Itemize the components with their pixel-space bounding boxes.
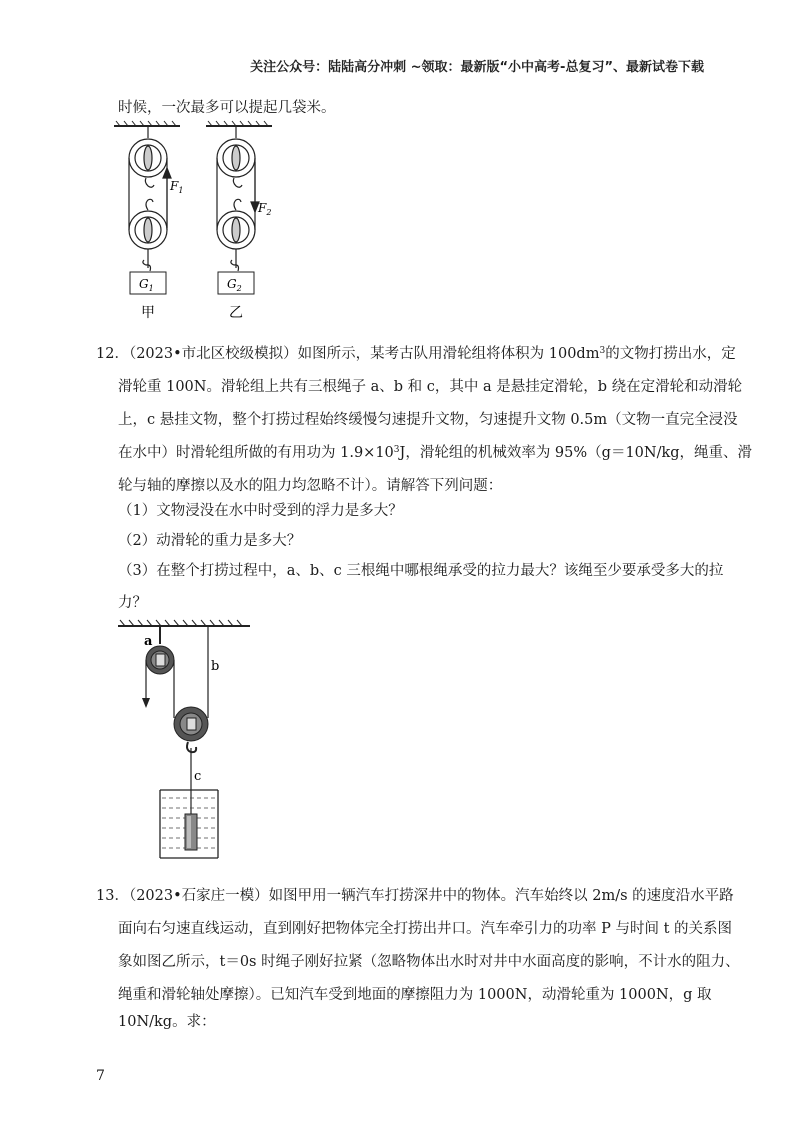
rope-label-a: a: [144, 634, 153, 649]
q12-line1-part-a: 12．（2023•市北区校级模拟）如图所示，某考古队用滑轮组将体积为 100dm: [96, 346, 600, 362]
q12-line1-superscript: 3: [599, 346, 606, 356]
label-g1: $G_1$: [139, 277, 154, 293]
question-12-sub-2: （2）动滑轮的重力是多大？: [118, 533, 302, 549]
question-13-line-5: 10N/kg。求：: [118, 1014, 216, 1030]
caption-right: 乙: [229, 305, 243, 321]
ceiling: [118, 620, 250, 626]
figure-q11-pulley-systems: [108, 118, 308, 324]
ceiling-left: [114, 121, 180, 126]
rope-label-b: b: [211, 659, 220, 674]
question-13-line-1: 13．（2023•石家庄一模）如图甲用一辆汽车打捞深井中的物体。汽车始终以 2m/s 的速度沿水平路: [96, 888, 734, 904]
question-13-line-3: 象如图乙所示，t＝0s 时绳子刚好拉紧（忽略物体出水时对井中水面高度的影响，不计水的阻力、: [118, 954, 740, 970]
pull-arrow: [142, 698, 150, 708]
q12-line4-part-a: 在水中）时滑轮组所做的有用功为 1.9×10: [118, 445, 394, 461]
pulley-system-left: [129, 126, 167, 294]
ceiling-right: [206, 121, 272, 126]
caption-left: 甲: [141, 305, 155, 321]
q12-line4-part-b: J，滑轮组的机械效率为 95%（g＝10N/kg，绳重、滑: [399, 445, 753, 461]
arrowhead-up: [163, 168, 171, 178]
page-number: 7: [96, 1068, 105, 1084]
question-12-line-5: 轮与轴的摩擦以及水的阻力均忽略不计）。请解答下列问题：: [118, 478, 503, 494]
rope-label-c: c: [194, 769, 202, 784]
q12-line4-superscript: 3: [393, 445, 400, 455]
question-12-sub-3-line-2: 力？: [118, 595, 147, 611]
question-13-line-2: 面向右匀速直线运动，直到刚好把物体完全打捞出井口。汽车牵引力的功率 P 与时间 t 的关系图: [118, 921, 733, 937]
question-13-line-4: 绳重和滑轮轴处摩擦）。已知汽车受到地面的摩擦阻力为 1000N，动滑轮重为 1000N，g 取: [118, 987, 712, 1003]
question-11-tail: 时候，一次最多可以提起几袋米。: [118, 100, 336, 116]
question-12-line-4: [118, 443, 752, 463]
question-12-line-1: [96, 344, 736, 364]
question-12-line-3: 上，c 悬挂文物，整个打捞过程始终缓慢匀速提升文物，匀速提升文物 0.5m（文物一直完全浸没: [118, 412, 738, 428]
label-f2: $F_2$: [258, 201, 272, 217]
question-12-sub-1: （1）文物浸没在水中时受到的浮力是多大？: [118, 503, 403, 519]
artifact-block: [185, 814, 197, 850]
movable-pulley: [174, 707, 208, 752]
question-12-sub-3-line-1: （3）在整个打捞过程中，a、b、c 三根绳中哪根绳承受的拉力最大？该绳至少要承受多大的拉: [118, 563, 724, 579]
label-f1: $F_1$: [170, 179, 184, 195]
figure-q12-salvage-pulley: [116, 618, 256, 866]
label-g2: $G_2$: [227, 277, 242, 293]
page-header: 关注公众号：陆陆高分冲刺 ~领取：最新版“小中高考-总复习”、最新试卷下载: [250, 60, 704, 75]
pulley-system-right: [217, 126, 255, 294]
question-12-line-2: 滑轮重 100N。滑轮组上共有三根绳子 a、b 和 c，其中 a 是悬挂定滑轮，b 绕在定滑轮和动滑轮: [118, 379, 743, 395]
q12-line1-part-b: 的文物打捞出水，定: [605, 346, 736, 362]
